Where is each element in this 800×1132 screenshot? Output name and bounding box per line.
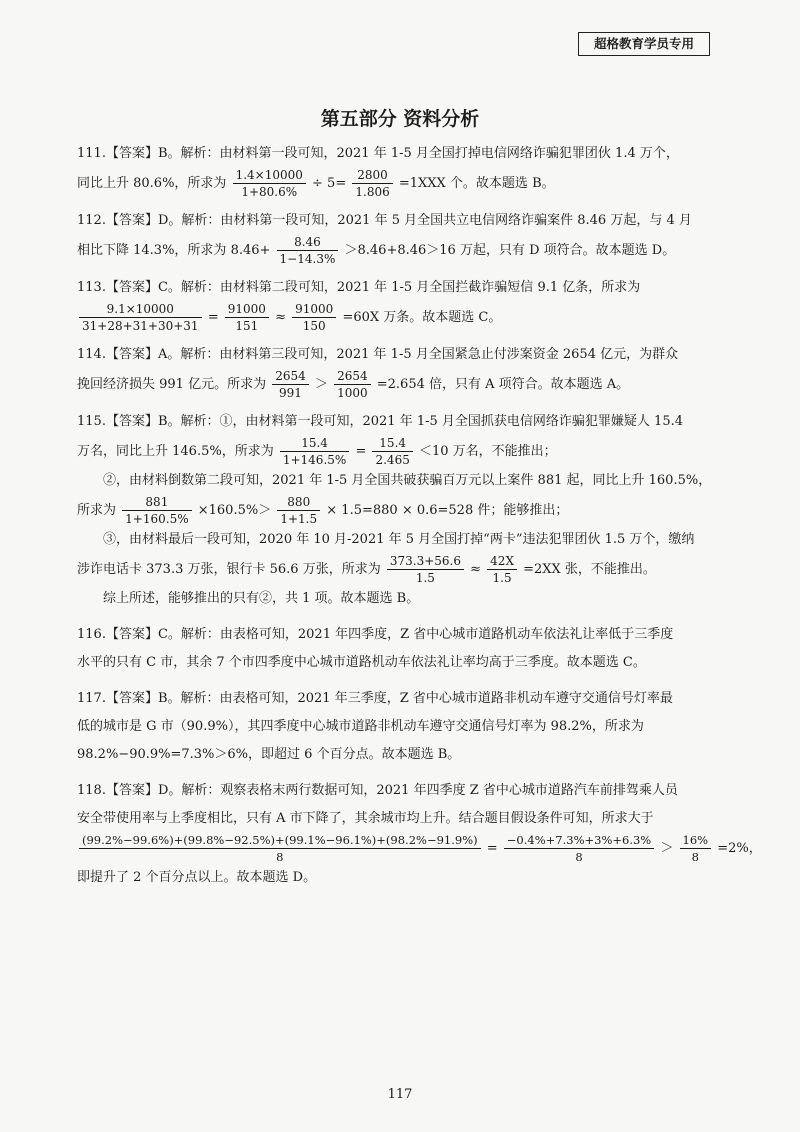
text-segment: 相比下降 14.3%，所求为 8.46+ xyxy=(77,243,271,258)
numerator: 91000 xyxy=(225,302,269,318)
text-line: 113.【答案】C。解析：由材料第二段可知，2021 年 1-5 月全国拦截诈骗短信 9.1 亿条，所求为 xyxy=(77,280,641,295)
numerator: 91000 xyxy=(292,302,336,318)
denominator: 8 xyxy=(575,850,583,864)
fraction xyxy=(504,833,654,864)
numerator: 15.4 xyxy=(280,436,349,452)
text-line: 118.【答案】D。解析：观察表格末两行数据可知，2021 年四季度 Z 省中心城市道路汽车前排驾乘人员 xyxy=(77,783,678,798)
text-segment: =60X 万条。故本题选 C。 xyxy=(342,310,502,325)
numerator: 880 xyxy=(277,495,320,511)
numerator: 373.3+56.6 xyxy=(387,554,464,570)
text-line: 115.【答案】B。解析：①，由材料第一段可知，2021 年 1-5 月全国抓获电信网络诈骗犯罪嫌疑人 15.4 xyxy=(77,414,683,429)
denominator: 1−14.3% xyxy=(279,252,336,266)
text-line: 水平的只有 C 市，其余 7 个市四季度中心城市道路机动车依法礼让率均高于三季度。故本题选 C。 xyxy=(77,655,646,670)
numerator: 2800 xyxy=(352,168,392,184)
formula-line xyxy=(77,495,730,526)
numerator: 881 xyxy=(122,495,191,511)
fraction xyxy=(277,235,339,266)
answer-111 xyxy=(77,140,730,199)
text-line: ②，由材料倒数第二段可知，2021 年 1-5 月全国共破获骗百万元以上案件 881 起，同比上升 160.5%， xyxy=(103,473,712,488)
text-line: 114.【答案】A。解析：由材料第三段可知，2021 年 1-5 月全国紧急止付涉案资金 2654 亿元，为群众 xyxy=(77,347,679,362)
section-title: 第五部分 资料分析 xyxy=(320,108,480,130)
text-segment: 涉诈电话卡 373.3 万张，银行卡 56.6 万张，所求为 xyxy=(77,562,381,577)
operator: ≈ xyxy=(470,562,482,577)
fraction xyxy=(122,495,191,526)
header-badge: 超格教育学员专用 xyxy=(578,32,710,56)
numerator: −0.4%+7.3%+3%+6.3% xyxy=(504,833,654,849)
answer-117 xyxy=(77,685,730,769)
text-segment: 所求为 xyxy=(77,503,117,518)
numerator: 2654 xyxy=(272,369,309,385)
answer-113 xyxy=(77,274,730,333)
text-segment: ＞8.46+8.46＞16 万起，只有 D 项符合。故本题选 D。 xyxy=(344,243,676,258)
answer-115 xyxy=(77,408,730,613)
numerator: 42X xyxy=(487,554,517,570)
page-number: 117 xyxy=(387,1087,413,1102)
denominator: 1+1.5 xyxy=(280,512,318,526)
fraction xyxy=(79,833,481,864)
text-line: 112.【答案】D。解析：由材料第一段可知，2021 年 5 月全国共立电信网络诈骗案件 8.46 万起，与 4 月 xyxy=(77,213,692,228)
text-segment: × 1.5=880 × 0.6=528 件；能够推出； xyxy=(326,503,569,518)
text-segment: ×160.5%＞ xyxy=(197,503,272,518)
numerator: 1.4×10000 xyxy=(233,168,306,184)
numerator: 16% xyxy=(680,833,712,849)
answer-content xyxy=(77,140,762,900)
numerator: 15.4 xyxy=(372,436,412,452)
answer-112 xyxy=(77,207,730,266)
fraction xyxy=(292,302,336,333)
text-segment: 挽回经济损失 991 亿元。所求为 xyxy=(77,377,267,392)
denominator: 1.5 xyxy=(415,571,435,585)
denominator: 151 xyxy=(235,319,259,333)
answer-116 xyxy=(77,621,730,677)
answer-118 xyxy=(77,777,762,892)
text-line: 111.【答案】B。解析：由材料第一段可知，2021 年 1-5 月全国打掉电信网络诈骗犯罪团伙 1.4 万个， xyxy=(77,146,679,161)
text-line: 安全带使用率与上季度相比，只有 A 市下降了，其余城市均上升。结合题目假设条件可知，所求大于 xyxy=(77,811,654,826)
numerator: 2654 xyxy=(334,369,371,385)
answer-114 xyxy=(77,341,730,400)
formula-line xyxy=(77,369,730,400)
text-segment: ＜10 万名，不能推出； xyxy=(418,444,557,459)
denominator: 8 xyxy=(691,850,699,864)
text-line: 即提升了 2 个百分点以上。故本题选 D。 xyxy=(77,870,317,885)
text-segment: =2XX 张，不能推出。 xyxy=(523,562,656,577)
formula-line xyxy=(77,302,730,333)
operator: ≈ xyxy=(275,310,286,325)
formula-line xyxy=(77,436,730,467)
numerator: 9.1×10000 xyxy=(79,302,202,318)
formula-line xyxy=(77,168,730,199)
denominator: 1+146.5% xyxy=(282,453,347,467)
denominator: 1.5 xyxy=(492,571,512,585)
text-line: 117.【答案】B。解析：由表格可知，2021 年三季度，Z 省中心城市道路非机动车遵守交通信号灯率最 xyxy=(77,691,673,706)
text-line: 低的城市是 G 市（90.9%），其四季度中心城市道路非机动车遵守交通信号灯率为 98.2%，所求为 xyxy=(77,719,644,734)
denominator: 1+80.6% xyxy=(241,185,298,199)
operator: ＞ xyxy=(660,841,674,856)
denominator: 991 xyxy=(279,386,302,400)
numerator: 8.46 xyxy=(277,235,339,251)
denominator: 2.465 xyxy=(375,453,410,467)
fraction xyxy=(352,168,392,199)
text-line: 98.2%−90.9%=7.3%＞6%，即超过 6 个百分点。故本题选 B。 xyxy=(77,747,461,762)
formula-line xyxy=(77,833,762,864)
denominator: 1000 xyxy=(337,386,368,400)
denominator: 150 xyxy=(302,319,326,333)
text-line: 综上所述，能够推出的只有②，共 1 项。故本题选 B。 xyxy=(103,591,420,606)
formula-line xyxy=(77,554,730,585)
fraction xyxy=(233,168,306,199)
operator: = xyxy=(486,841,498,856)
text-line: ③，由材料最后一段可知，2020 年 10 月-2021 年 5 月全国打掉“两卡”违法犯罪团伙 1.5 万个，缴纳 xyxy=(103,532,695,547)
fraction xyxy=(487,554,517,585)
fraction xyxy=(372,436,412,467)
text-line: 116.【答案】C。解析：由表格可知，2021 年四季度，Z 省中心城市道路机动车依法礼让率低于三季度 xyxy=(77,627,674,642)
text-segment: 万名，同比上升 146.5%，所求为 xyxy=(77,444,274,459)
fraction xyxy=(79,302,202,333)
fraction xyxy=(334,369,371,400)
formula-line xyxy=(77,235,730,266)
operator: = xyxy=(355,444,367,459)
fraction xyxy=(225,302,269,333)
numerator: (99.2%−99.6%)+(99.8%−92.5%)+(99.1%−96.1%)+(98.2%−91.9%) xyxy=(79,833,481,849)
text-segment: =2.654 倍，只有 A 项符合。故本题选 A。 xyxy=(376,377,630,392)
fraction xyxy=(280,436,349,467)
denominator: 8 xyxy=(276,850,284,864)
text-segment: =2%， xyxy=(717,841,762,856)
text-segment: =1XXX 个。故本题选 B。 xyxy=(398,176,555,191)
operator: = xyxy=(207,310,219,325)
denominator: 31+28+31+30+31 xyxy=(82,319,199,333)
fraction xyxy=(277,495,320,526)
operator: ÷ 5= xyxy=(312,176,347,191)
fraction xyxy=(680,833,712,864)
text-segment: 同比上升 80.6%，所求为 xyxy=(77,176,227,191)
operator: ＞ xyxy=(314,377,328,392)
fraction xyxy=(272,369,309,400)
denominator: 1+160.5% xyxy=(125,512,189,526)
fraction xyxy=(387,554,464,585)
denominator: 1.806 xyxy=(355,185,390,199)
